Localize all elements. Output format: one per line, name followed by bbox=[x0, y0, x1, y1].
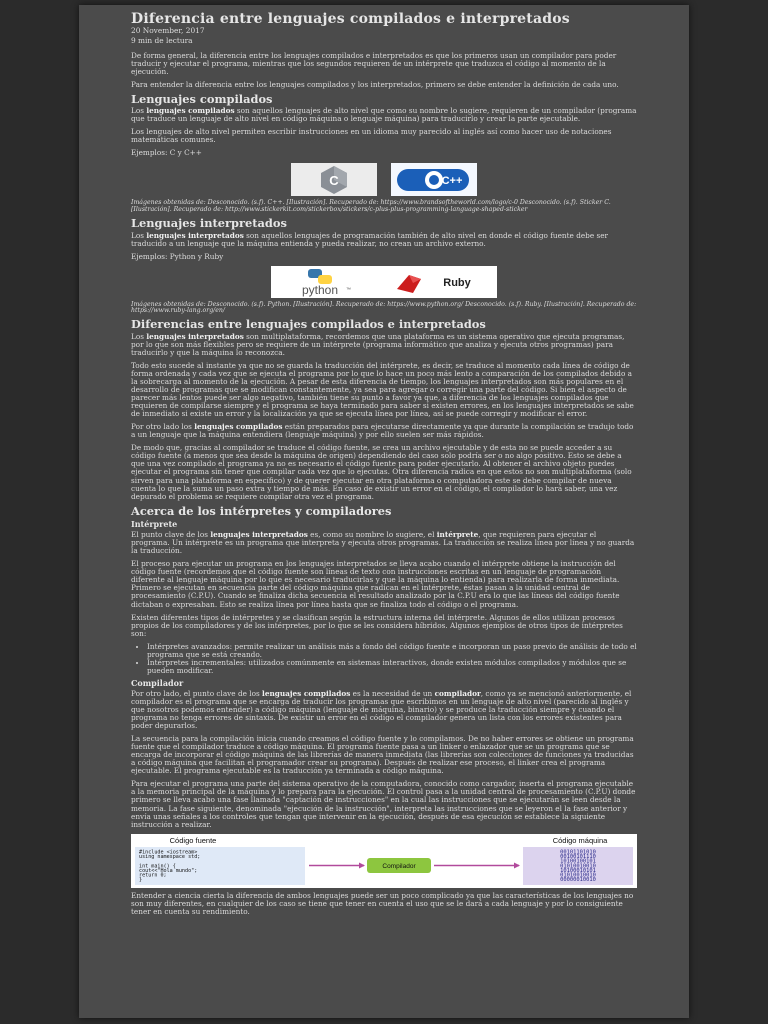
section-heading-compilados: Lenguajes compilados bbox=[131, 91, 273, 106]
python-ruby-caption: Imágenes obtenidas de: Desconocido. (s.f). Python. [Ilustración]. Recuperado de: https://www.python.org/ Desconocido. (s.f). Ruby. [Ilustración]. Recuperado de: https://www.ruby-lang.org/en/ bbox=[131, 300, 637, 315]
arrow-to-machine-head bbox=[514, 862, 520, 868]
source-code-line: using namespace std; bbox=[139, 853, 201, 860]
c-logos-image bbox=[131, 163, 637, 196]
compilador-paragraph-2: La secuencia para la compilación inicia cuando creamos el código fuente y lo compilamos. De no haber errores se obtiene un programa fuente que el compilador traduce a código máquina. El programa fuente pasa a un linker o enlazador que se un programa que se encarga de incorporar el código máquina de las librerías de manera inmediata (las librerías son colecciones de funciones ya traducidas a código máquina que facilitan el programador crear su programa). Después de realizar ese proceso, el linker crea el programa ejecutable. El programa ejecutable es la traducción ya terminada a código máquina. bbox=[131, 734, 634, 776]
c-logo bbox=[291, 163, 377, 196]
reading-time: 9 min de lectura bbox=[131, 36, 193, 45]
compilados-paragraph-2: Los lenguajes de alto nivel permiten escribir instrucciones en un idioma muy parecido al inglés así como hacer uso de notaciones matemáticas comunes. bbox=[131, 127, 612, 145]
source-code-label: Código fuente bbox=[169, 835, 217, 845]
interpretados-examples: Ejemplos: Python y Ruby bbox=[131, 251, 224, 261]
page-sheet bbox=[79, 5, 689, 1018]
machine-code-line: 10100100101 bbox=[560, 858, 596, 865]
compilados-examples: Ejemplos: C y C++ bbox=[131, 148, 202, 158]
source-code-line: #include <iostream> bbox=[139, 849, 198, 856]
source-code-line: } bbox=[139, 876, 143, 883]
interprete-paragraph-2: El proceso para ejecutar un programa en los lenguajes interpretados se lleva acabo cuando el intérprete obtiene la instrucción del código fuente (recordemos que el código fuente son líneas de texto con instrucciones escritas en un lenguaje de programación diferente al lenguaje máquina por lo que es necesario traducirlas y que la máquina lo entienda) para realizarla de forma inmediata. Primero se ejecutan en secuencia parte del código máquina que radican en el intérprete, éstas pasan a la unidad central de procesamiento (C.P.U). Cuando se finaliza dicha secuencia el resultado analizado por la C.P.U era lo que las líneas del código fuente dictaban o expresaban. Esto se realiza línea por línea hasta que se finaliza todo el código o el programa. bbox=[131, 559, 620, 609]
diferencias-paragraph-1: Los lenguajes interpretados son multiplataforma, recordemos que una plataforma es un sistema operativo que ejecuta programas, por lo que son más flexibles pero se requiere de un intérprete (programa informático que analiza y ejecuta otros programas) para traducirlo y que la máquina lo reconozca. bbox=[131, 331, 625, 357]
c-logo-text: C bbox=[329, 172, 339, 188]
interpretados-paragraph-1: Los lenguajes interpretados son aquellos lenguajes de programación también de alto nivel en donde el código fuente debe ser traducido a un lenguaje que la máquina entienda y pueda realizar, no crean un archivo externo. bbox=[131, 230, 609, 248]
arrow-to-compiler-head bbox=[359, 862, 365, 868]
diferencias-paragraph-4: De modo que, gracias al compilador se traduce el código fuente, se crea un archivo ejecutable y de esta no se puede acceder a su código fuente (a menos que sea desde la máquina de origen) dependiendo del caso solo podría ser o no algo positivo. Esto se debe a que una vez compilado el programa ya no es necesario el código fuente para poder ejecutarlo. Al obtener el archivo objeto puedes ejecutar el programa sin tener que compilar cada vez que lo ejecutas. Otra diferencia radica en que estos no son multiplataforma (solo sirven para una plataforma en específico) y de querer ejecutar en otra plataforma o computadora este se debe compilar de nueva cuenta lo que la suma un paso extra y tiempo de más. En caso de existir un error en el código, el compilador lo hará saber, una vez depurado el problema se requiere compilar otra vez el programa. bbox=[131, 443, 632, 501]
ruby-logo bbox=[391, 267, 491, 297]
source-code-line: cout<<"Hola mundo"; bbox=[139, 867, 198, 874]
compilation-diagram bbox=[131, 834, 637, 888]
python-tm: ™ bbox=[345, 286, 351, 293]
article-title: Diferencia entre lenguajes compilados e interpretados bbox=[131, 11, 570, 27]
compiler-label: Compilador bbox=[382, 862, 416, 870]
interpreter-types-list bbox=[131, 643, 637, 675]
machine-code-line: 01010010010 bbox=[560, 862, 596, 869]
intro-paragraph-1: De forma general, la diferencia entre los lenguajes compilados e interpretados es que los primeros usan un compilador para poder traducir y ejecutar el programa, mientras que los segundos requieren de un intérprete que traduzca el código al momento de la ejecución. bbox=[131, 50, 617, 76]
list-item: • Intérpretes incrementales: utilizados comúnmente en sistemas interactivos, donde existen módulos compilados y módulos que se pueden modificar. bbox=[147, 659, 637, 675]
article bbox=[131, 11, 637, 921]
cpp-logo-text: C++ bbox=[441, 174, 463, 187]
section-heading-diferencias: Diferencias entre lenguajes compilados e interpretados bbox=[131, 317, 486, 332]
compilados-paragraph-1: Los lenguajes compilados son aquellos lenguajes de alto nivel que como su nombre lo sugiere, requieren de un compilador (programa que traduce un lenguaje de alto nivel en código máquina o lenguaje máquina) para traducirlo y crear la parte ejecutable. bbox=[131, 106, 637, 124]
cpp-logo bbox=[391, 163, 477, 196]
machine-code-label: Código máquina bbox=[552, 835, 608, 845]
machine-code-line: 10100010101 bbox=[560, 867, 596, 874]
machine-code-line: 01010010010 bbox=[560, 872, 596, 879]
conclusion-paragraph: Entender a ciencia cierta la diferencia de ambos lenguajes puede ser un poco complicado ya que las características de los lenguajes no son muy diferentes, en cualquier de los caso se tiene que tener en cuenta el uso que se le dará a cada lenguaje y por lo consiguiente tener en cuenta su rendimiento. bbox=[131, 890, 634, 916]
diferencias-paragraph-3: Por otro lado los lenguajes compilados están preparados para ejecutarse directamente ya que durante la compilación se tradujo todo a un lenguaje que la máquina entendiera (lenguaje máquina) y por ello suelen ser más rápidos. bbox=[131, 422, 634, 440]
python-logo-text: python bbox=[301, 282, 338, 297]
article-date: 20 November, 2017 bbox=[131, 25, 205, 35]
ruby-logo-text: Ruby bbox=[442, 276, 471, 289]
python-ruby-image bbox=[271, 266, 497, 298]
intro-paragraph-2: Para entender la diferencia entre los lenguajes compilados y los interpretados, primero se debe entender la definición de cada uno. bbox=[131, 79, 619, 89]
subheading-compilador: Compilador bbox=[131, 677, 184, 688]
compilador-paragraph-3: Para ejecutar el programa una parte del sistema operativo de la computadora, conocido como cargador, inserta el programa ejecutable a la memoria principal de la máquina y lo prepara para la ejecución. El control pasa a la unidad central de procesamiento (C.P.U) donde primero se lleva acabo una fase llamada "captación de instrucciones" en la cual las instrucciones que se ejecutarán se leen desde la memoria. La fase siguiente, denominada "ejecución de la instrucción", interpreta las instrucciones que se leyeron el la fase anterior y envía unas señales a los controles que tengan que intervenir en la ejecución, después de esa ejecución se establece la siguiente instrucción a realizar. bbox=[131, 779, 636, 829]
c-images-caption: Imágenes obtenidas de: Desconocido. (s.f). C++. [Ilustración]. Recuperado de: https://www.brandsoftheworld.com/logo/c-0 Desconocido. (s.f). Sticker C. [Ilustración]. Recuperado de: http://www.stickerkit.com/stickerbox/stickers/c-plus-plus-programming-language-shaped-sticker bbox=[131, 199, 611, 214]
machine-code-line: 00100101110 bbox=[560, 853, 596, 860]
python-logo bbox=[278, 267, 378, 297]
interprete-paragraph-3: Existen diferentes tipos de intérpretes y se clasifican según la estructura interna del intérprete. Algunos de ellos utilizan procesos propios de los compiladores y de los intérpretes, por lo que se les considera híbridos. Algunos ejemplos de otros tipos de intérpretes son: bbox=[131, 612, 623, 638]
machine-code-line: 00101101010 bbox=[560, 849, 596, 856]
machine-code-line: 00000010010 bbox=[560, 876, 596, 883]
source-code-line: int main() { bbox=[139, 862, 176, 869]
compilador-paragraph-1: Por otro lado, el punto clave de los lenguajes compilados es la necesidad de un compilador, como ya se mencionó anteriormente, el compilador es el programa que se encarga de traducir los programas que escribimos en un lenguaje de alto nivel (parecido al inglés y que nosotros podemos entender) a código máquina (lenguaje de máquina, binario) y se produce la traducción siempre y cuando el programa no tenga errores de sintaxis. De existir un error en el código el compilador genera un lista con los errores existentes para poder depurarlos. bbox=[131, 688, 632, 731]
list-item: • Intérpretes avanzados: permite realizar un análisis más a fondo del código fuente e incorporan un paso previo de análisis de todo el programa que se está creando. bbox=[147, 643, 637, 659]
source-code-line: return 0; bbox=[139, 872, 167, 879]
section-heading-interpretados: Lenguajes interpretados bbox=[131, 216, 287, 231]
diferencias-paragraph-2: Todo esto sucede al instante ya que no se guarda la traducción del intérprete, es decir, se traduce al momento cada línea de código de forma ordenada y cada vez que se ejecuta el programa por lo que lo hace un poco más lento a comparación de los compilados debido a la sobrecarga al momento de la ejecución. A pesar de esta diferencia de tiempo, los lenguajes interpretados son más populares en el desarrollo de programas que se modifican constantemente, ya sea para agregar o corregir una parte del código. Si bien el aspecto de parecer más lentos puede ser algo negativo, también tiene su punto a favor ya que, a diferencia de los lenguajes compilados que requieren de compilarse siempre y el programa se haya terminado para saber si existen errores, en los lenguajes interpretados se sabe de inmediato si existe un error y la localización ya que se ejecuta línea por línea, así se puede corregir y modificar el error. bbox=[131, 360, 634, 419]
interprete-paragraph-1: El punto clave de los lenguajes interpretados es, como su nombre lo sugiere, el intérprete, que requieren para ejecutar el programa. Un intérprete es un programa que interpreta y ejecuta otros programas. La traducción se realiza línea por línea y no guarda la traducción. bbox=[131, 530, 635, 556]
subheading-interprete: Intérprete bbox=[131, 519, 178, 530]
section-heading-acerca: Acerca de los intérpretes y compiladores bbox=[131, 503, 392, 518]
